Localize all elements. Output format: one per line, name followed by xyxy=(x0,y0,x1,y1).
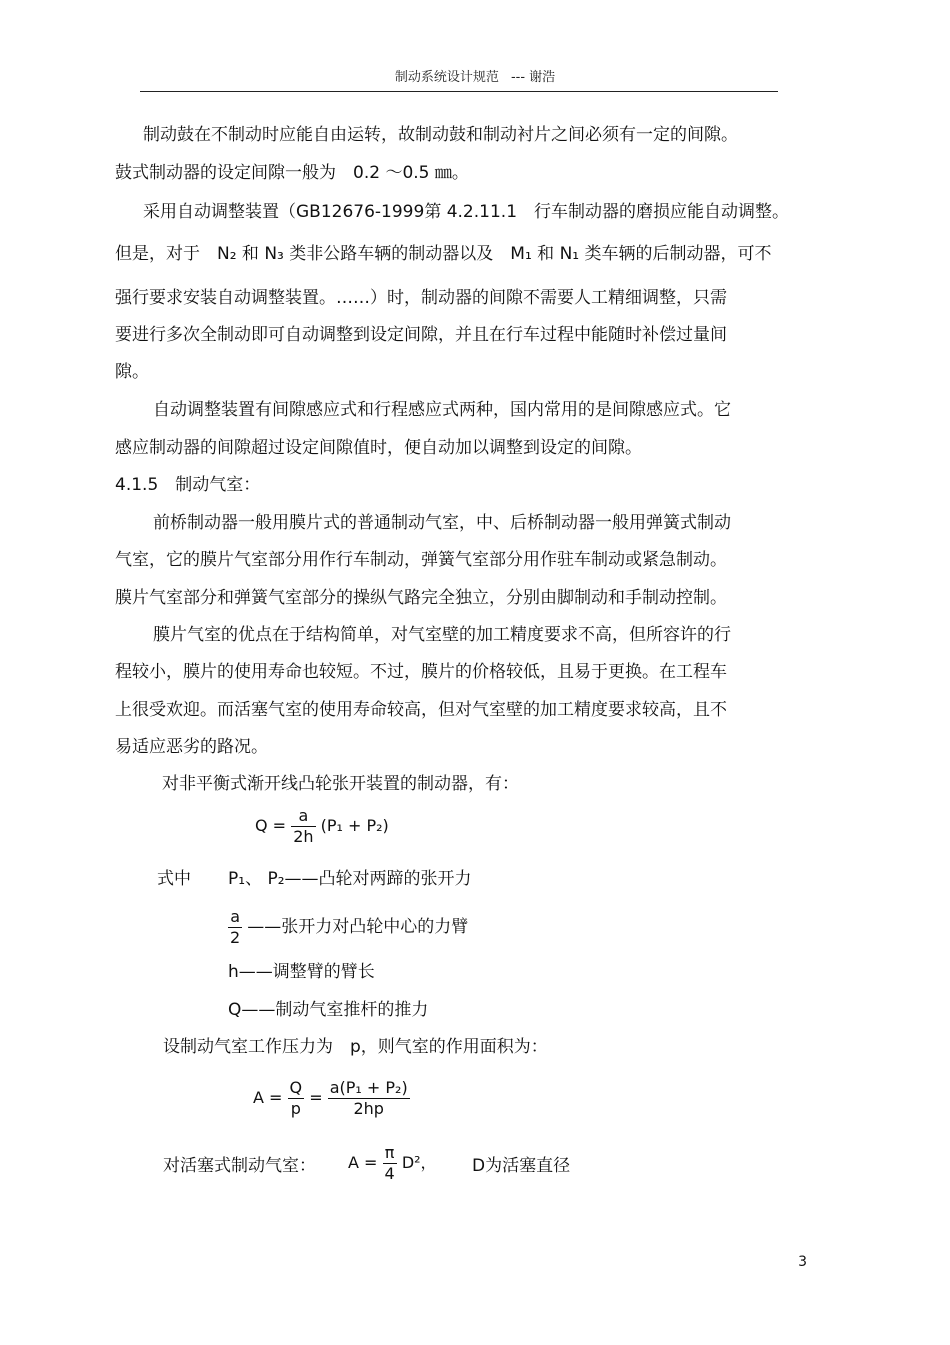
paragraph-line: 鼓式制动器的设定间隙一般为 0.2 ～0.5 ㎜。 xyxy=(115,163,469,183)
paragraph-line: 要进行多次全制动即可自动调整到设定间隙，并且在行车过程中能随时补偿过量间 xyxy=(115,325,727,345)
paragraph-line: 采用自动调整装置（GB12676-1999第 4.2.11.1 行车制动器的磨损应能自动调整。 xyxy=(143,202,790,222)
paragraph-line: 隙。 xyxy=(115,362,149,382)
eq1-numerator: a xyxy=(291,806,315,827)
def-q: Q——制动气室推杆的推力 xyxy=(228,1000,429,1020)
eq3-numerator: π xyxy=(383,1143,397,1164)
piston-note: D为活塞直径 xyxy=(472,1156,571,1176)
paragraph-line: 膜片气室部分和弹簧气室部分的操纵气路完全独立，分别由脚制动和手制动控制。 xyxy=(115,588,727,608)
a-definition: ——张开力对凸轮中心的力臂 xyxy=(247,917,469,937)
eq2-numerator-2: a(P₁ + P₂) xyxy=(329,1078,408,1097)
header-rule xyxy=(140,91,778,92)
pressure-line: 设制动气室工作压力为 p，则气室的作用面积为： xyxy=(163,1037,548,1057)
paragraph-line: 对非平衡式渐开线凸轮张开装置的制动器，有： xyxy=(162,774,519,794)
equation-piston xyxy=(348,1143,437,1184)
paragraph-line: 上很受欢迎。而活塞气室的使用寿命较高，但对气室壁的加工精度要求较高，且不 xyxy=(115,700,727,720)
paragraph-line: 强行要求安装自动调整装置。……）时，制动器的间隙不需要人工精细调整，只需 xyxy=(115,288,727,308)
eq2-denominator-2: 2hp xyxy=(353,1099,384,1118)
paragraph-line: 前桥制动器一般用膜片式的普通制动气室，中、后桥制动器一般用弹簧式制动 xyxy=(153,513,731,533)
eq2-lhs: A = xyxy=(253,1088,283,1107)
eq1-fraction xyxy=(291,806,315,847)
eq2-fraction-1 xyxy=(288,1078,305,1119)
page-header xyxy=(0,66,950,85)
paragraph-line: 程较小，膜片的使用寿命也较短。不过，膜片的价格较低，且易于更换。在工程车 xyxy=(115,662,727,682)
eq1-denominator: 2h xyxy=(293,827,314,846)
piston-label: 对活塞式制动气室： xyxy=(163,1156,316,1176)
header-title: 制动系统设计规范 xyxy=(394,70,499,85)
paragraph-line: 制动鼓在不制动时应能自由运转，故制动鼓和制动衬片之间必须有一定的间隙。 xyxy=(143,125,738,145)
where-label: 式中 xyxy=(157,869,191,889)
paragraph-line: 膜片气室的优点在于结构简单，对气室壁的加工精度要求不高，但所容许的行 xyxy=(153,625,731,645)
def-a xyxy=(228,907,468,948)
equation-force xyxy=(255,806,389,847)
a-numerator: a xyxy=(228,907,242,928)
a-denominator: 2 xyxy=(230,928,241,947)
eq2-fraction-2 xyxy=(328,1078,410,1119)
eq2-numerator-1: Q xyxy=(289,1078,303,1097)
eq2-equals: = xyxy=(309,1088,323,1107)
paragraph-line: 气室，它的膜片气室部分用作行车制动，弹簧气室部分用作驻车制动或紧急制动。 xyxy=(115,550,727,570)
equation-area xyxy=(253,1078,410,1119)
eq3-lhs: A = xyxy=(348,1153,378,1172)
paragraph-line: 但是，对于 N₂ 和 N₃ 类非公路车辆的制动器以及 M₁ 和 N₁ 类车辆的后制动器，可不 xyxy=(115,244,772,264)
eq3-rhs: D²， xyxy=(401,1153,437,1172)
section-heading: 4.1.5 制动气室： xyxy=(115,475,261,495)
page-number: 3 xyxy=(798,1254,807,1270)
header-author: --- 谢浩 xyxy=(510,70,556,85)
eq1-rhs: (P₁ + P₂) xyxy=(320,816,389,835)
paragraph-line: 感应制动器的间隙超过设定间隙值时，便自动加以调整到设定的间隙。 xyxy=(115,438,642,458)
eq3-fraction xyxy=(383,1143,397,1184)
paragraph-line: 自动调整装置有间隙感应式和行程感应式两种，国内常用的是间隙感应式。它 xyxy=(153,400,731,420)
paragraph-line: 易适应恶劣的路况。 xyxy=(115,737,268,757)
eq1-lhs: Q = xyxy=(255,816,287,835)
def-h: h——调整臂的臂长 xyxy=(228,962,375,982)
eq2-denominator-1: p xyxy=(290,1099,301,1118)
def-p: P₁、 P₂——凸轮对两蹄的张开力 xyxy=(228,869,472,889)
eq3-denominator: 4 xyxy=(384,1164,395,1183)
a-over-2-fraction xyxy=(228,907,242,948)
